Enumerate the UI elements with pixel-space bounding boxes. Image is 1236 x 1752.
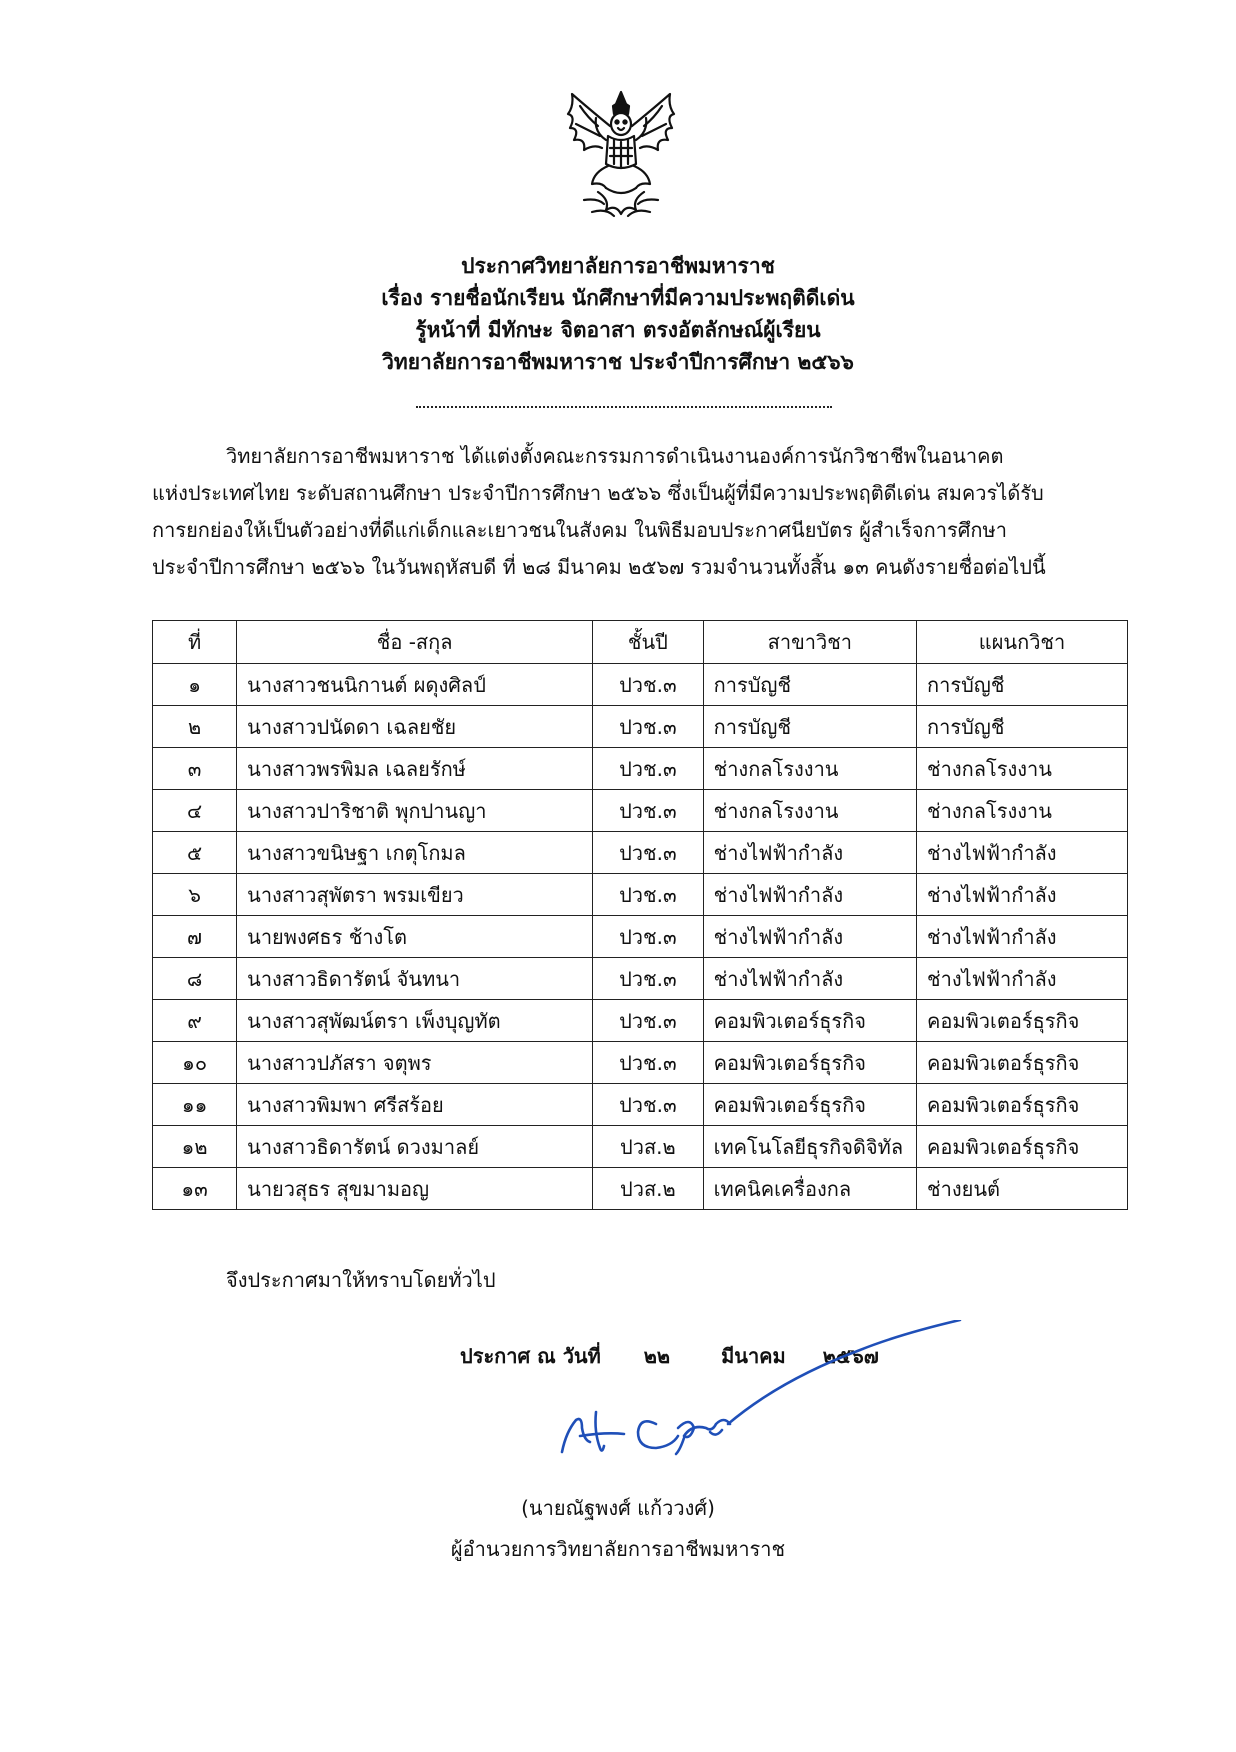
cell-name: นางสาวขนิษฐา เกตุโกมล	[237, 832, 593, 874]
cell-major: คอมพิวเตอร์ธุรกิจ	[703, 1000, 916, 1042]
cell-name: นางสาวชนนิกานต์ ผดุงศิลป์	[237, 664, 593, 706]
cell-number: ๕	[153, 832, 237, 874]
cell-major: เทคนิคเครื่องกล	[703, 1168, 916, 1210]
cell-number: ๑๓	[153, 1168, 237, 1210]
cell-name: นางสาวธิดารัตน์ ดวงมาลย์	[237, 1126, 593, 1168]
column-header-level: ชั้นปี	[593, 621, 704, 664]
cell-level: ปวช.๓	[593, 706, 704, 748]
cell-name: นายพงศธร ช้างโต	[237, 916, 593, 958]
body-line-2: แห่งประเทศไทย ระดับสถานศึกษา ประจำปีการศึกษา ๒๕๖๖ ซึ่งเป็นผู้ที่มีความประพฤติดีเด่น สมควรได้รับ	[152, 481, 1044, 505]
cell-level: ปวส.๒	[593, 1126, 704, 1168]
garuda-emblem-icon	[558, 88, 684, 220]
cell-level: ปวช.๓	[593, 916, 704, 958]
cell-level: ปวช.๓	[593, 1042, 704, 1084]
cell-name: นายวสุธร สุขมามอญ	[237, 1168, 593, 1210]
cell-department: ช่างยนต์	[917, 1168, 1128, 1210]
cell-number: ๑๒	[153, 1126, 237, 1168]
cell-number: ๖	[153, 874, 237, 916]
cell-number: ๑๑	[153, 1084, 237, 1126]
cell-major: ช่างไฟฟ้ากำลัง	[703, 916, 916, 958]
cell-level: ปวช.๓	[593, 664, 704, 706]
cell-number: ๑	[153, 664, 237, 706]
cell-department: คอมพิวเตอร์ธุรกิจ	[917, 1000, 1128, 1042]
cell-name: นางสาวสุพัตรา พรมเขียว	[237, 874, 593, 916]
body-line-4: ประจำปีการศึกษา ๒๕๖๖ ในวันพฤหัสบดี ที่ ๒๘ มีนาคม ๒๕๖๗ รวมจำนวนทั้งสิ้น ๑๓ คนดังรายชื่อต่อไปนี้	[152, 555, 1046, 579]
date-month: มีนาคม	[721, 1344, 786, 1368]
cell-level: ปวช.๓	[593, 874, 704, 916]
cell-department: คอมพิวเตอร์ธุรกิจ	[917, 1126, 1128, 1168]
table-row	[153, 1126, 1128, 1168]
cell-major: คอมพิวเตอร์ธุรกิจ	[703, 1042, 916, 1084]
cell-department: คอมพิวเตอร์ธุรกิจ	[917, 1042, 1128, 1084]
cell-name: นางสาวพิมพา ศรีสร้อย	[237, 1084, 593, 1126]
header-line-3: รู้หน้าที่ มีทักษะ จิตอาสา ตรงอัตลักษณ์ผู้เรียน	[415, 318, 821, 342]
table-row	[153, 664, 1128, 706]
cell-number: ๘	[153, 958, 237, 1000]
cell-department: ช่างกลโรงงาน	[917, 748, 1128, 790]
cell-number: ๒	[153, 706, 237, 748]
table-row	[153, 832, 1128, 874]
cell-department: การบัญชี	[917, 706, 1128, 748]
cell-name: นางสาวปาริชาติ พุกปานญา	[237, 790, 593, 832]
cell-level: ปวส.๒	[593, 1168, 704, 1210]
table-row	[153, 916, 1128, 958]
header-line-2: เรื่อง รายชื่อนักเรียน นักศึกษาที่มีความประพฤติดีเด่น	[381, 286, 855, 310]
table-row	[153, 748, 1128, 790]
column-header-name: ชื่อ -สกุล	[237, 621, 593, 664]
cell-level: ปวช.๓	[593, 832, 704, 874]
cell-major: การบัญชี	[703, 706, 916, 748]
cell-major: ช่างกลโรงงาน	[703, 790, 916, 832]
table-row	[153, 1000, 1128, 1042]
date-day: ๒๒	[643, 1344, 671, 1368]
cell-number: ๑๐	[153, 1042, 237, 1084]
closing-statement: จึงประกาศมาให้ทราบโดยทั่วไป	[226, 1268, 496, 1292]
table-row	[153, 958, 1128, 1000]
cell-level: ปวช.๓	[593, 748, 704, 790]
cell-department: คอมพิวเตอร์ธุรกิจ	[917, 1084, 1128, 1126]
cell-major: ช่างไฟฟ้ากำลัง	[703, 874, 916, 916]
cell-name: นางสาวสุพัฒน์ตรา เพ็งบุญทัต	[237, 1000, 593, 1042]
cell-number: ๗	[153, 916, 237, 958]
cell-level: ปวช.๓	[593, 1084, 704, 1126]
body-line-3: การยกย่องให้เป็นตัวอย่างที่ดีแก่เด็กและเยาวชนในสังคม ในพิธีมอบประกาศนียบัตร ผู้สำเร็จการศึกษา	[152, 518, 1007, 542]
table-row	[153, 706, 1128, 748]
cell-level: ปวช.๓	[593, 958, 704, 1000]
date-year: ๒๕๖๗	[822, 1344, 879, 1368]
signer-name: (นายณัฐพงศ์ แก้ววงศ์)	[521, 1496, 715, 1520]
handwritten-signature	[560, 1320, 980, 1470]
date-prefix: ประกาศ ณ วันที่	[460, 1344, 601, 1368]
cell-major: คอมพิวเตอร์ธุรกิจ	[703, 1084, 916, 1126]
cell-major: ช่างไฟฟ้ากำลัง	[703, 832, 916, 874]
cell-major: การบัญชี	[703, 664, 916, 706]
column-header-major: สาขาวิชา	[703, 621, 916, 664]
student-table	[152, 620, 1128, 1210]
announcement-header	[0, 250, 1236, 378]
table-row	[153, 874, 1128, 916]
dotted-divider	[416, 406, 832, 408]
table-row	[153, 1084, 1128, 1126]
table-row	[153, 790, 1128, 832]
table-row	[153, 1168, 1128, 1210]
cell-level: ปวช.๓	[593, 1000, 704, 1042]
cell-department: การบัญชี	[917, 664, 1128, 706]
cell-department: ช่างไฟฟ้ากำลัง	[917, 916, 1128, 958]
signer-title: ผู้อำนวยการวิทยาลัยการอาชีพมหาราช	[450, 1537, 786, 1561]
cell-department: ช่างไฟฟ้ากำลัง	[917, 832, 1128, 874]
column-header-department: แผนกวิชา	[917, 621, 1128, 664]
cell-number: ๓	[153, 748, 237, 790]
cell-name: นางสาวธิดารัตน์ จันทนา	[237, 958, 593, 1000]
cell-department: ช่างกลโรงงาน	[917, 790, 1128, 832]
cell-name: นางสาวพรพิมล เฉลยรักษ์	[237, 748, 593, 790]
cell-number: ๙	[153, 1000, 237, 1042]
cell-department: ช่างไฟฟ้ากำลัง	[917, 958, 1128, 1000]
table-header-row	[153, 621, 1128, 664]
cell-major: เทคโนโลยีธุรกิจดิจิทัล	[703, 1126, 916, 1168]
table-row	[153, 1042, 1128, 1084]
cell-number: ๔	[153, 790, 237, 832]
cell-level: ปวช.๓	[593, 790, 704, 832]
cell-major: ช่างไฟฟ้ากำลัง	[703, 958, 916, 1000]
cell-department: ช่างไฟฟ้ากำลัง	[917, 874, 1128, 916]
column-header-number: ที่	[153, 621, 237, 664]
header-line-4: วิทยาลัยการอาชีพมหาราช ประจำปีการศึกษา ๒๕๖๖	[382, 350, 854, 374]
cell-major: ช่างกลโรงงาน	[703, 748, 916, 790]
header-line-1: ประกาศวิทยาลัยการอาชีพมหาราช	[461, 254, 775, 278]
cell-name: นางสาวปนัดดา เฉลยชัย	[237, 706, 593, 748]
announcement-body	[152, 438, 1092, 586]
body-line-1: วิทยาลัยการอาชีพมหาราช ได้แต่งตั้งคณะกรรมการดำเนินงานองค์การนักวิชาชีพในอนาคต	[226, 444, 1004, 468]
cell-name: นางสาวปภัสรา จตุพร	[237, 1042, 593, 1084]
